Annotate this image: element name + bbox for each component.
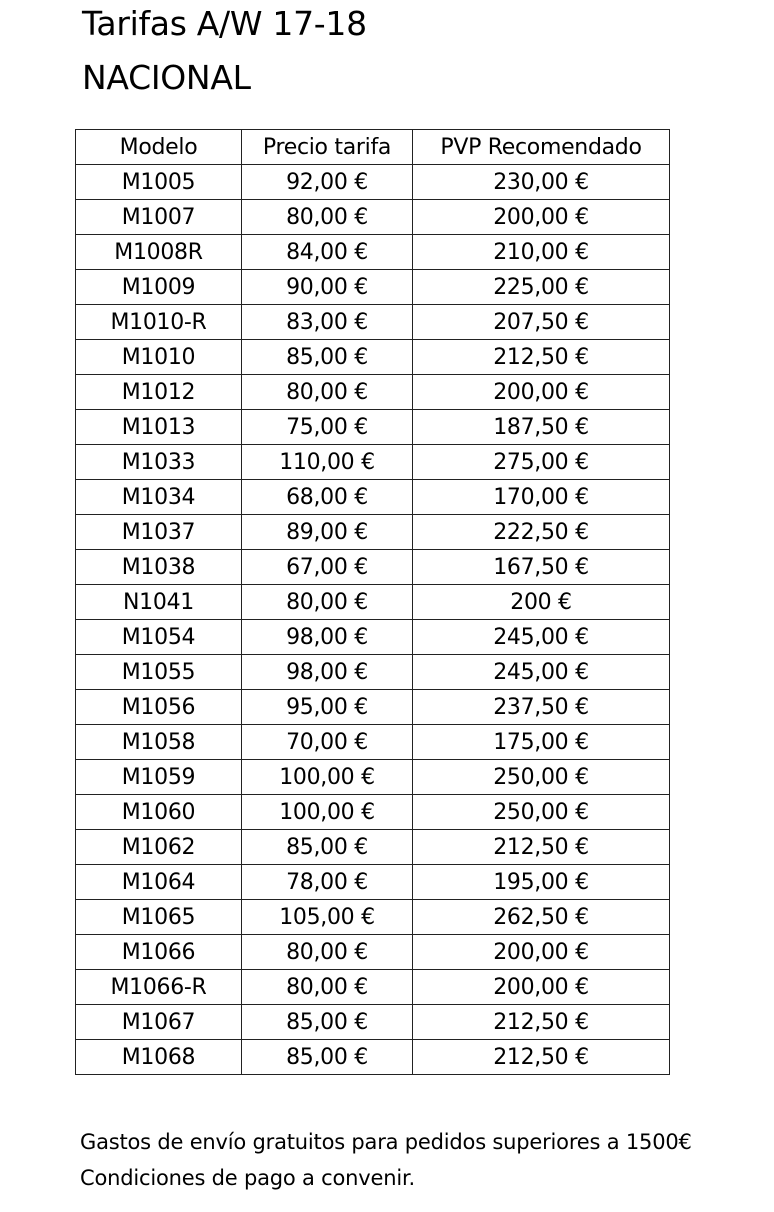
cell-modelo: M1059 (76, 760, 242, 795)
cell-modelo: M1013 (76, 410, 242, 445)
cell-precio-tarifa: 80,00 € (242, 585, 413, 620)
table-body (76, 165, 670, 1075)
cell-modelo: M1005 (76, 165, 242, 200)
cell-modelo: M1062 (76, 830, 242, 865)
cell-pvp-recomendado: 195,00 € (413, 865, 670, 900)
cell-modelo: M1038 (76, 550, 242, 585)
table-row (76, 480, 670, 515)
cell-pvp-recomendado: 200 € (413, 585, 670, 620)
cell-modelo: M1009 (76, 270, 242, 305)
cell-precio-tarifa: 75,00 € (242, 410, 413, 445)
table-row (76, 830, 670, 865)
cell-precio-tarifa: 80,00 € (242, 935, 413, 970)
cell-precio-tarifa: 110,00 € (242, 445, 413, 480)
cell-precio-tarifa: 68,00 € (242, 480, 413, 515)
cell-precio-tarifa: 70,00 € (242, 725, 413, 760)
cell-precio-tarifa: 100,00 € (242, 795, 413, 830)
cell-precio-tarifa: 83,00 € (242, 305, 413, 340)
cell-modelo: M1055 (76, 655, 242, 690)
cell-modelo: M1008R (76, 235, 242, 270)
cell-precio-tarifa: 89,00 € (242, 515, 413, 550)
cell-modelo: M1007 (76, 200, 242, 235)
price-table (75, 129, 670, 1075)
column-header-precio-tarifa: Precio tarifa (242, 130, 413, 165)
cell-pvp-recomendado: 212,50 € (413, 1005, 670, 1040)
table-row (76, 515, 670, 550)
cell-precio-tarifa: 80,00 € (242, 970, 413, 1005)
table-row (76, 795, 670, 830)
cell-precio-tarifa: 67,00 € (242, 550, 413, 585)
column-header-modelo: Modelo (76, 130, 242, 165)
cell-precio-tarifa: 105,00 € (242, 900, 413, 935)
table-row (76, 305, 670, 340)
cell-pvp-recomendado: 200,00 € (413, 375, 670, 410)
cell-pvp-recomendado: 200,00 € (413, 970, 670, 1005)
table-row (76, 200, 670, 235)
cell-precio-tarifa: 85,00 € (242, 830, 413, 865)
cell-modelo: M1058 (76, 725, 242, 760)
cell-precio-tarifa: 85,00 € (242, 340, 413, 375)
cell-modelo: M1010 (76, 340, 242, 375)
cell-modelo: M1060 (76, 795, 242, 830)
cell-modelo: M1066 (76, 935, 242, 970)
cell-pvp-recomendado: 212,50 € (413, 340, 670, 375)
cell-pvp-recomendado: 207,50 € (413, 305, 670, 340)
table-row (76, 865, 670, 900)
cell-pvp-recomendado: 237,50 € (413, 690, 670, 725)
cell-pvp-recomendado: 225,00 € (413, 270, 670, 305)
cell-precio-tarifa: 80,00 € (242, 200, 413, 235)
cell-precio-tarifa: 85,00 € (242, 1005, 413, 1040)
cell-precio-tarifa: 90,00 € (242, 270, 413, 305)
cell-modelo: M1010-R (76, 305, 242, 340)
cell-modelo: M1034 (76, 480, 242, 515)
table-row (76, 1040, 670, 1075)
cell-precio-tarifa: 84,00 € (242, 235, 413, 270)
cell-modelo: M1064 (76, 865, 242, 900)
cell-precio-tarifa: 85,00 € (242, 1040, 413, 1075)
cell-pvp-recomendado: 212,50 € (413, 830, 670, 865)
table-row (76, 270, 670, 305)
cell-pvp-recomendado: 175,00 € (413, 725, 670, 760)
table-row (76, 1005, 670, 1040)
cell-pvp-recomendado: 200,00 € (413, 200, 670, 235)
table-row (76, 340, 670, 375)
cell-precio-tarifa: 98,00 € (242, 655, 413, 690)
cell-pvp-recomendado: 167,50 € (413, 550, 670, 585)
cell-pvp-recomendado: 212,50 € (413, 1040, 670, 1075)
cell-precio-tarifa: 100,00 € (242, 760, 413, 795)
cell-pvp-recomendado: 250,00 € (413, 795, 670, 830)
cell-pvp-recomendado: 210,00 € (413, 235, 670, 270)
cell-precio-tarifa: 92,00 € (242, 165, 413, 200)
table-row (76, 410, 670, 445)
shipping-note: Gastos de envío gratuitos para pedidos superiores a 1500€ (80, 1130, 692, 1154)
column-header-pvp-recomendado: PVP Recomendado (413, 130, 670, 165)
cell-modelo: N1041 (76, 585, 242, 620)
table-row (76, 585, 670, 620)
table-row (76, 760, 670, 795)
cell-modelo: M1065 (76, 900, 242, 935)
table-row (76, 655, 670, 690)
table-row (76, 970, 670, 1005)
cell-precio-tarifa: 80,00 € (242, 375, 413, 410)
cell-modelo: M1067 (76, 1005, 242, 1040)
cell-modelo: M1056 (76, 690, 242, 725)
table-row (76, 550, 670, 585)
cell-modelo: M1068 (76, 1040, 242, 1075)
cell-pvp-recomendado: 275,00 € (413, 445, 670, 480)
cell-precio-tarifa: 98,00 € (242, 620, 413, 655)
cell-pvp-recomendado: 222,50 € (413, 515, 670, 550)
cell-pvp-recomendado: 250,00 € (413, 760, 670, 795)
cell-modelo: M1037 (76, 515, 242, 550)
table-row (76, 235, 670, 270)
table-row (76, 900, 670, 935)
payment-note: Condiciones de pago a convenir. (80, 1166, 415, 1190)
cell-pvp-recomendado: 245,00 € (413, 620, 670, 655)
cell-pvp-recomendado: 200,00 € (413, 935, 670, 970)
cell-pvp-recomendado: 187,50 € (413, 410, 670, 445)
table-header-row (76, 130, 670, 165)
table-row (76, 690, 670, 725)
cell-pvp-recomendado: 245,00 € (413, 655, 670, 690)
page-subtitle: NACIONAL (82, 58, 251, 97)
table-row (76, 725, 670, 760)
cell-modelo: M1066-R (76, 970, 242, 1005)
table-row (76, 620, 670, 655)
table-row (76, 935, 670, 970)
table-row (76, 375, 670, 410)
table-row (76, 445, 670, 480)
cell-modelo: M1033 (76, 445, 242, 480)
page-title: Tarifas A/W 17-18 (82, 4, 367, 43)
cell-pvp-recomendado: 170,00 € (413, 480, 670, 515)
cell-pvp-recomendado: 262,50 € (413, 900, 670, 935)
table-row (76, 165, 670, 200)
cell-modelo: M1054 (76, 620, 242, 655)
cell-modelo: M1012 (76, 375, 242, 410)
cell-precio-tarifa: 78,00 € (242, 865, 413, 900)
cell-precio-tarifa: 95,00 € (242, 690, 413, 725)
cell-pvp-recomendado: 230,00 € (413, 165, 670, 200)
